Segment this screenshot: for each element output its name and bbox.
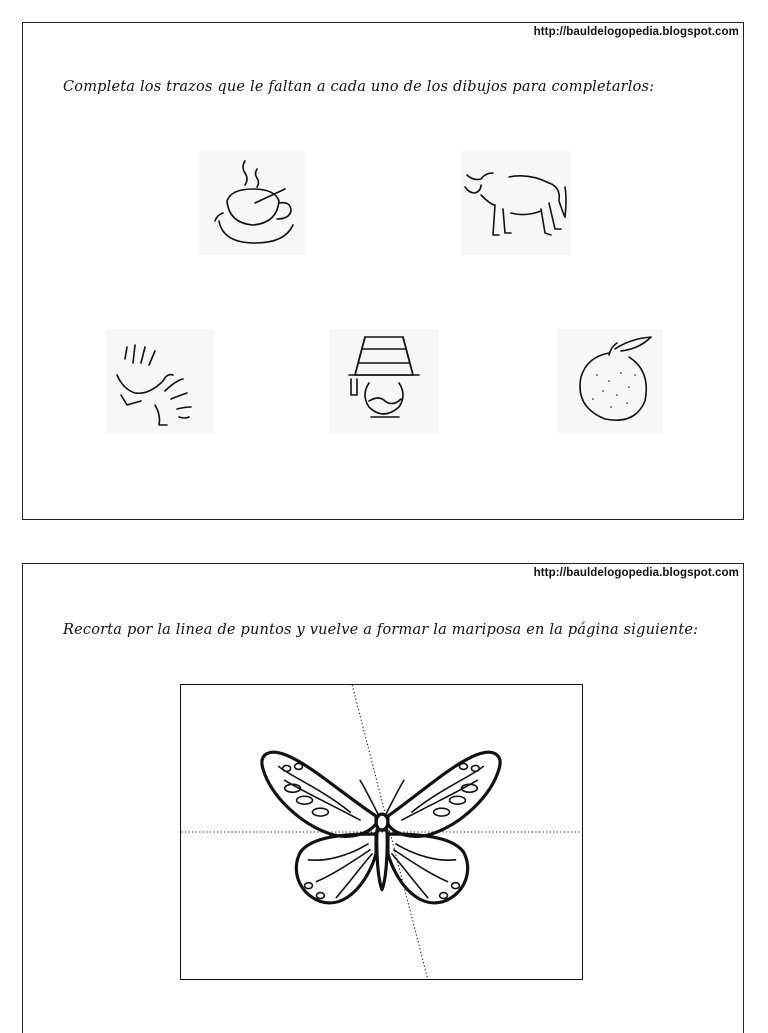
worksheet-card-2	[22, 563, 744, 1033]
butterfly-puzzle-frame	[180, 684, 583, 980]
butterfly-icon	[181, 685, 582, 979]
worksheet-card-1	[22, 22, 744, 520]
teacup-icon	[199, 151, 305, 255]
hands-icon	[107, 329, 213, 433]
lamp-icon	[329, 329, 439, 433]
bull-icon	[461, 151, 571, 255]
orange-icon	[557, 329, 663, 433]
instruction-text: Recorta por la linea de puntos y vuelve a formar la mariposa en la página siguiente:	[63, 622, 699, 638]
blog-url[interactable]: http://bauldelogopedia.blogspot.com	[533, 567, 739, 579]
instruction-text: Completa los trazos que le faltan a cada uno de los dibujos para completarlos:	[63, 79, 655, 95]
blog-url[interactable]: http://bauldelogopedia.blogspot.com	[533, 26, 739, 38]
